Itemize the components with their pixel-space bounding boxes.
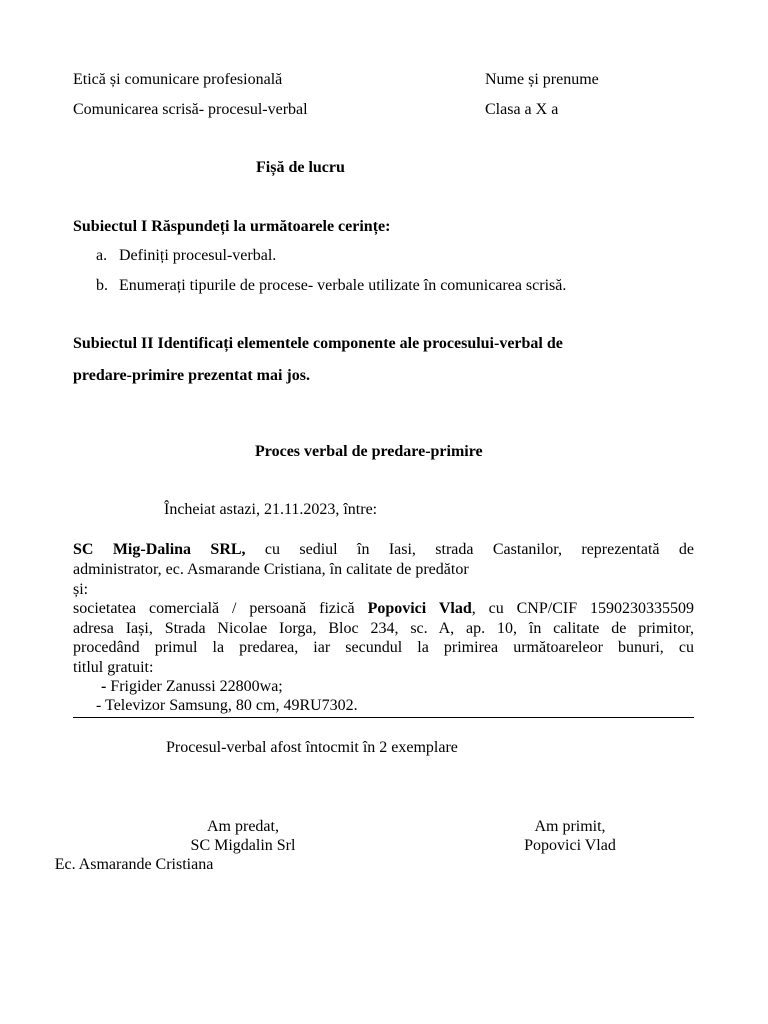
signature-left-line: SC Migdalin Srl (190, 837, 296, 855)
signature-right-line: Popovici Vlad (524, 837, 616, 855)
party1-line2: administrator, ec. Asmarande Cristiana, în calitate de predător (73, 561, 469, 578)
and-line: și: (73, 581, 89, 598)
signature-left-line: Ec. Asmarande Cristiana (54, 856, 214, 874)
subject1-heading: Subiectul I Răspundeți la următoarele cerințe: (73, 218, 391, 235)
signature-right-line: Am primit, (534, 818, 606, 835)
goods-text: Televizor Samsung, 80 cm, 49RU7302. (101, 697, 358, 714)
concluded-line: Încheiat astazi, 21.11.2023, între: (164, 501, 378, 518)
list-item (96, 696, 358, 715)
party2-line3: procedând primul la predarea, iar secundul la primirea următoareleor bunuri, cu (73, 639, 694, 656)
proces-title: Proces verbal de predare-primire (255, 443, 483, 460)
goods-dash: - (96, 697, 102, 714)
separator-line (73, 717, 694, 718)
subject-title: Etică și comunicare profesională (73, 71, 283, 88)
party1-line1 (73, 540, 694, 559)
party2-line1 (73, 599, 694, 618)
party1-prefix: SC (73, 541, 94, 558)
copies-line: Procesul-verbal afost întocmit în 2 exemplare (166, 739, 458, 756)
party2-type: societatea comercială / persoană fizică (73, 600, 355, 617)
list-item (96, 246, 276, 265)
signature-left-line: Am predat, (207, 818, 279, 835)
signature-left (54, 817, 386, 875)
party1-details: cu sediul în Iasi, strada Castanilor, reprezentată de (264, 541, 694, 558)
class-field-label: Clasa a X a (485, 101, 559, 118)
list-item-text: Enumerați tipurile de procese- verbale utilizate în comunicarea scrisă. (119, 277, 567, 294)
subject2-line1: Subiectul II Identificați elementele componente ale procesului-verbal de (73, 335, 563, 352)
party2-line4: titlul gratuit: (73, 659, 154, 676)
list-item-text: Definiți procesul-verbal. (119, 247, 277, 264)
list-item-label: a. (96, 247, 108, 264)
list-item-label: b. (96, 277, 108, 294)
party1-name: Mig-Dalina SRL, (112, 541, 246, 558)
party2-line2: adresa Iași, Strada Nicolae Iorga, Bloc 234, sc. A, ap. 10, în calitate de primitor, (73, 620, 694, 637)
worksheet-title: Fișă de lucru (256, 159, 345, 176)
subject2-line2: predare-primire prezentat mai jos. (73, 367, 310, 384)
goods-dash: - (101, 678, 107, 695)
goods-text: Frigider Zanussi 22800wa; (106, 678, 283, 695)
party2-cnp: , cu CNP/CIF 1590230335509 (471, 600, 694, 617)
signature-right (490, 817, 650, 855)
name-field-label: Nume și prenume (485, 71, 599, 88)
list-item (101, 677, 283, 696)
list-item (96, 276, 566, 295)
party2-name: Popovici Vlad (367, 600, 472, 617)
topic-title: Comunicarea scrisă- procesul-verbal (73, 101, 308, 118)
